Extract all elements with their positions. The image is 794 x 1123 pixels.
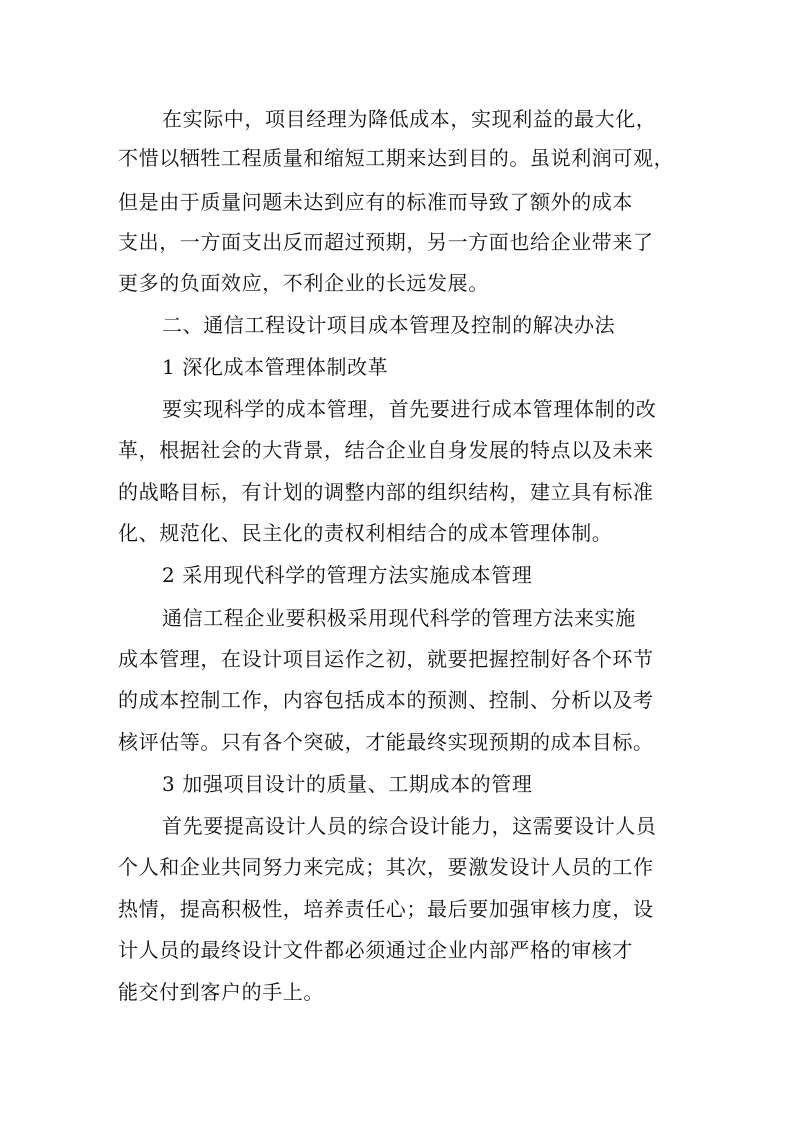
paragraph-line: 首先要提高设计人员的综合设计能力，这需要设计人员 bbox=[162, 814, 657, 838]
paragraph-line: 通信工程企业要积极采用现代科学的管理方法来实施 bbox=[162, 606, 636, 630]
paragraph-line: 成本管理，在设计项目运作之初，就要把握控制好各个环节 bbox=[118, 647, 654, 671]
paragraph-line: 不惜以牺牲工程质量和缩短工期来达到目的。虽说利润可观， bbox=[118, 146, 675, 170]
subsection-heading: 1 深化成本管理体制改革 bbox=[162, 355, 389, 379]
subsection-heading: 3 加强项目设计的质量、工期成本的管理 bbox=[162, 772, 533, 796]
section-heading: 二、通信工程设计项目成本管理及控制的解决办法 bbox=[162, 313, 616, 337]
paragraph-line: 的成本控制工作，内容包括成本的预测、控制、分析以及考 bbox=[118, 688, 654, 712]
paragraph-line: 能交付到客户的手上。 bbox=[118, 980, 324, 1004]
paragraph-line: 的战略目标，有计划的调整内部的组织结构，建立具有标准 bbox=[118, 480, 654, 504]
subsection-heading: 2 采用现代科学的管理方法实施成本管理 bbox=[162, 563, 533, 587]
paragraph-line: 支出，一方面支出反而超过预期，另一方面也给企业带来了 bbox=[118, 230, 654, 254]
paragraph-line: 计人员的最终设计文件都必须通过企业内部严格的审核才 bbox=[118, 938, 633, 962]
paragraph-line: 但是由于质量问题未达到应有的标准而导致了额外的成本 bbox=[118, 190, 633, 214]
paragraph-line: 化、规范化、民主化的责权利相结合的成本管理体制。 bbox=[118, 521, 613, 545]
paragraph-line: 核评估等。只有各个突破，才能最终实现预期的成本目标。 bbox=[118, 730, 654, 754]
paragraph-line: 要实现科学的成本管理，首先要进行成本管理体制的改 bbox=[162, 397, 657, 421]
paragraph-line: 革，根据社会的大背景，结合企业自身发展的特点以及未来 bbox=[118, 438, 654, 462]
paragraph-line: 个人和企业共同努力来完成；其次，要激发设计人员的工作 bbox=[118, 855, 654, 879]
paragraph-line: 热情，提高积极性，培养责任心；最后要加强审核力度，设 bbox=[118, 897, 654, 921]
paragraph-line: 在实际中，项目经理为降低成本，实现利益的最大化， bbox=[162, 107, 657, 131]
paragraph-line: 更多的负面效应，不利企业的长远发展。 bbox=[118, 271, 489, 295]
